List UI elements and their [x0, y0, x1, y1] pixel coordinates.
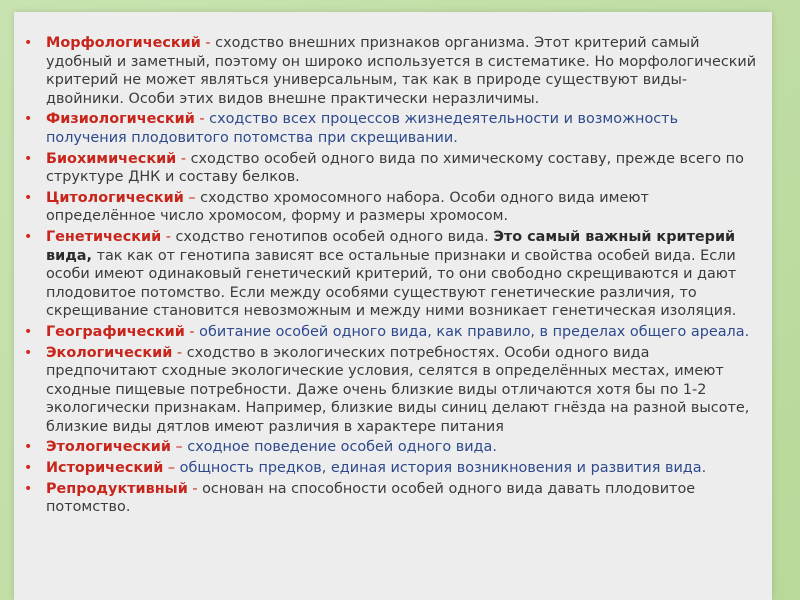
- term-description: сходство всех процессов жизнедеятельности и возможность получения плодовитого потомства при скрещивании.: [46, 111, 679, 146]
- separator: –: [163, 460, 180, 477]
- term-description: сходство в экологических потребностях. Особи одного вида предпочитают сходные экологические условия, селятся в определённых местах, имеют сходные пищевые потребности. Даже очень близкие виды отличаются хотя бы по 1-2 экологически признакам. Например, близкие виды синиц делают гнёзда на разной высоте, близкие виды дятлов имеют различия в характере питания: [46, 344, 750, 435]
- list-item-geographical: [24, 323, 762, 342]
- separator: –: [183, 189, 201, 206]
- separator: -: [184, 323, 200, 340]
- term-label: Генетический: [46, 228, 162, 245]
- bullet-icon: •: [24, 111, 33, 128]
- separator: -: [176, 150, 191, 167]
- term-label: Экологический: [46, 344, 173, 361]
- bullet-icon: •: [24, 480, 33, 497]
- term-label: Морфологический: [46, 35, 201, 51]
- term-description-start: сходство генотипов особей одного вида.: [175, 228, 494, 245]
- term-description: сходство внешних признаков организма. Этот критерий самый удобный и заметный, поэтому он широко используется в систематике. Но морфологический критерий не может являться универсальным, так как в природе существуют виды-двойники. Особи этих видов внешне практически неразличимы.: [46, 35, 757, 107]
- bullet-icon: •: [24, 344, 33, 361]
- term-label: Репродуктивный: [46, 480, 188, 497]
- term-description: сходство особей одного вида по химическому составу, прежде всего по структуре ДНК и составу белков.: [46, 150, 744, 186]
- term-description: сходное поведение особей одного вида.: [187, 439, 497, 456]
- term-label: Исторический: [46, 460, 164, 477]
- list-item-reproductive: [24, 480, 762, 517]
- bullet-icon: •: [24, 439, 33, 456]
- separator: -: [172, 344, 187, 361]
- term-description: обитание особей одного вида, как правило, в пределах общего ареала.: [199, 323, 750, 340]
- bullet-icon: •: [24, 323, 33, 340]
- list-item-ecological: [24, 344, 762, 437]
- criteria-list: [14, 12, 772, 517]
- term-emphasis: Это самый важный критерий вида,: [46, 228, 736, 264]
- bullet-icon: •: [24, 228, 33, 245]
- term-label: Цитологический: [46, 189, 184, 206]
- term-description: основан на способности особей одного вида давать плодовитое потомство.: [46, 480, 696, 516]
- separator: -: [194, 111, 210, 128]
- separator: -: [200, 35, 216, 51]
- term-label: Географический: [46, 323, 185, 340]
- term-description-end: так как от генотипа зависят все остальные признаки и свойства особей вида. Если особи имеют одинаковый генетический критерий, то они свободно скрещиваются и дают плодовитое потомство. Если между особями существуют генетические различия, то скрещивание становится невозможным и между ними возникает генетическая изоляция.: [46, 247, 737, 320]
- term-description: общность предков, единая история возникновения и развития вида.: [179, 460, 707, 477]
- term-description: сходство хромосомного набора. Особи одного вида имеют определённое число хромосом, форму и размеры хромосом.: [46, 189, 649, 225]
- bullet-icon: •: [24, 460, 33, 477]
- list-item-physiological: [24, 110, 762, 147]
- term-label: Физиологический: [46, 111, 195, 128]
- list-item-morphological: [24, 34, 762, 108]
- term-label: Этологический: [46, 439, 171, 456]
- list-item-historical: [24, 459, 762, 478]
- bullet-icon: •: [24, 35, 33, 51]
- list-item-cytological: [24, 189, 762, 226]
- separator: -: [161, 228, 176, 245]
- term-label: Биохимический: [46, 150, 177, 167]
- bullet-icon: •: [24, 189, 33, 206]
- separator: -: [187, 480, 203, 497]
- list-item-biochemical: [24, 150, 762, 187]
- slide-panel: [14, 12, 772, 600]
- separator: –: [170, 439, 188, 456]
- list-item-ethological: [24, 438, 762, 457]
- list-item-genetic: [24, 228, 762, 321]
- bullet-icon: •: [24, 150, 33, 167]
